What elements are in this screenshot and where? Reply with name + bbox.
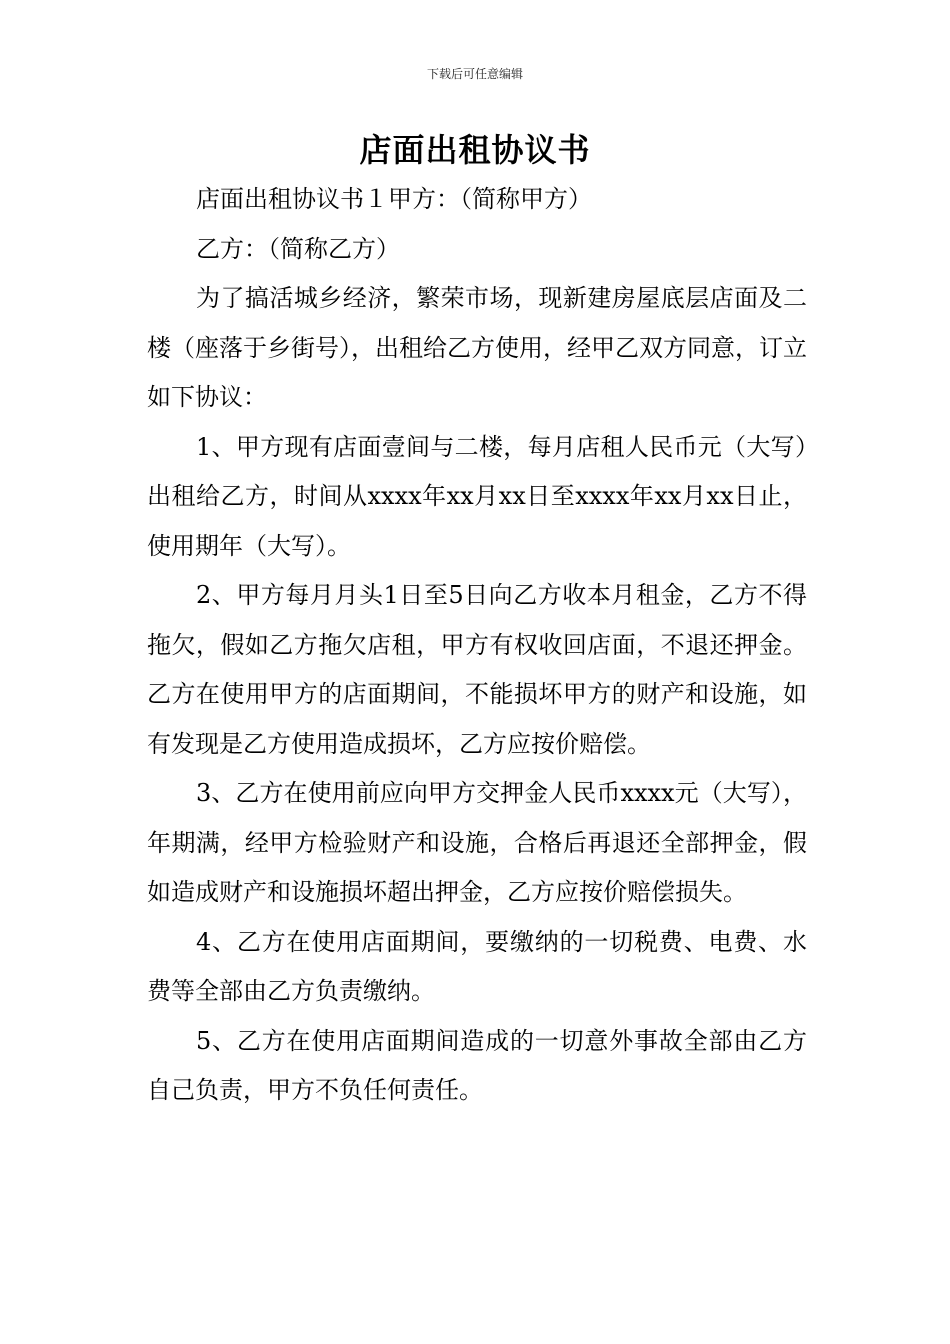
paragraph-clause-5: 5、乙方在使用店面期间造成的一切意外事故全部由乙方自己负责，甲方不负任何责任。 (147, 1026, 807, 1104)
paragraph-clause-3: 3、乙方在使用前应向甲方交押金人民币xxxx元（大写），年期满，经甲方检验财产和设施，合格后再退还全部押金，假如造成财产和设施损坏超出押金，乙方应按价赔偿损失。 (147, 779, 807, 906)
paragraph-preamble: 为了搞活城乡经济，繁荣市场，现新建房屋底层店面及二楼（座落于乡街号），出租给乙方使用，经甲乙双方同意，订立如下协议： (147, 284, 807, 411)
paragraph-clause-1: 1、甲方现有店面壹间与二楼，每月店租人民币元（大写）出租给乙方，时间从xxxx年xx月xx日至xxxx年xx月xx日止，使用期年（大写）。 (147, 432, 807, 560)
paragraph-party-b: 乙方：（简称乙方） (196, 234, 400, 263)
document-body (147, 175, 807, 1116)
paragraph-clause-2: 2、甲方每月月头1日至5日向乙方收本月租金，乙方不得拖欠，假如乙方拖欠店租，甲方有权收回店面，不退还押金。乙方在使用甲方的店面期间，不能损坏甲方的财产和设施，如有发现是乙方使用造成损坏，乙方应按价赔偿。 (147, 581, 807, 758)
paragraph-clause-4: 4、乙方在使用店面期间，要缴纳的一切税费、电费、水费等全部由乙方负责缴纳。 (147, 927, 807, 1005)
header-note: 下载后可任意编辑 (426, 67, 523, 81)
document-title: 店面出租协议书 (359, 131, 591, 169)
paragraph-party-a: 店面出租协议书１甲方：（简称甲方） (196, 185, 592, 213)
